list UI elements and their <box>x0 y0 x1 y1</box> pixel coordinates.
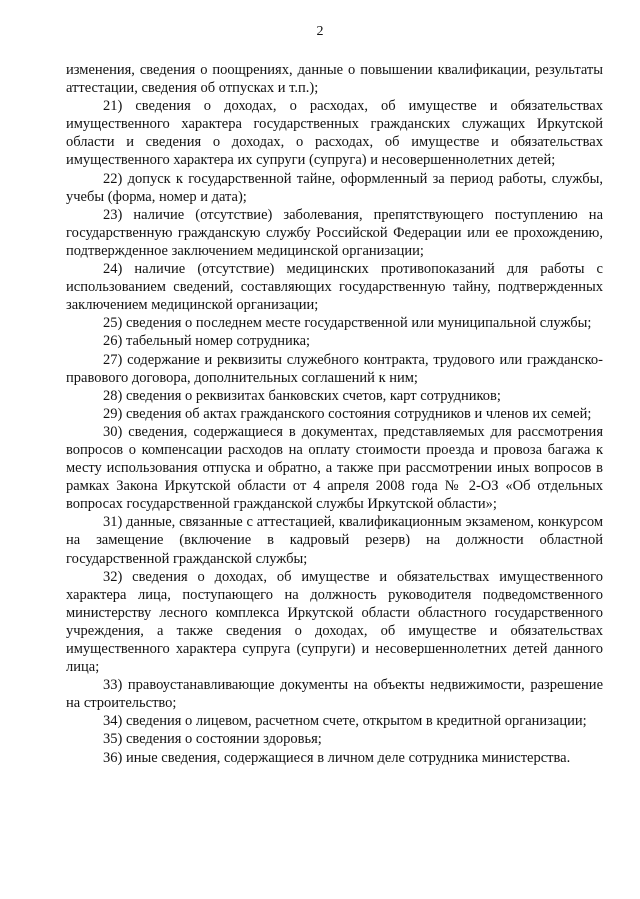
list-item-25: 25) сведения о последнем месте государственной или муниципальной службы; <box>103 315 592 332</box>
list-item-32: 32) сведения о доходах, об имуществе и обязательствах имущественного характера лица, поступающего на должность руководителя подведомственного министерству лесного комплекса Иркутской области областного государственного учреждения, а также сведения о доходах, об имуществе и обязательствах имущественного характера супруга (супруги) и несовершеннолетних детей данного лица; <box>66 568 603 676</box>
paragraph-continuation: изменения, сведения о поощрениях, данные о повышении квалификации, результаты аттестации, сведения об отпусках и т.п.); <box>66 62 603 97</box>
list-item-33: 33) правоустанавливающие документы на объекты недвижимости, разрешение на строительство; <box>66 677 603 712</box>
page-number: 2 <box>316 24 324 39</box>
list-item-27: 27) содержание и реквизиты служебного контракта, трудового или гражданско-правового договора, дополнительных соглашений к ним; <box>66 351 603 386</box>
list-item-28: 28) сведения о реквизитах банковских счетов, карт сотрудников; <box>103 387 501 404</box>
list-item-29: 29) сведения об актах гражданского состояния сотрудников и членов их семей; <box>103 405 592 422</box>
list-item-22: 22) допуск к государственной тайне, оформленный за период работы, службы, учебы (форма, номер и дата); <box>66 170 603 205</box>
list-item-26: 26) табельный номер сотрудника; <box>103 333 311 350</box>
list-item-23: 23) наличие (отсутствие) заболевания, препятствующего поступлению на государственную гражданскую службу Российской Федерации или ее прохождению, подтвержденное заключением медицинской организации; <box>66 206 603 259</box>
list-item-34: 34) сведения о лицевом, расчетном счете, открытом в кредитной организации; <box>103 713 587 730</box>
list-item-30: 30) сведения, содержащиеся в документах, представляемых для рассмотрения вопросов о компенсации расходов на оплату стоимости проезда и провоза багажа к месту использования отпуска и обратно, а также при рассмотрении иных вопросов в рамках Закона Иркутской области от 4 апреля 2008 года № 2-ОЗ «Об отдельных вопросах государственной гражданской службы Иркутской области»; <box>66 423 603 513</box>
list-item-31: 31) данные, связанные с аттестацией, квалификационным экзаменом, конкурсом на замещение (включение в кадровый резерв) на должности областной государственной гражданской службы; <box>66 514 603 567</box>
list-item-24: 24) наличие (отсутствие) медицинских противопоказаний для работы с использованием сведений, составляющих государственную тайну, подтвержденных заключением медицинской организации; <box>66 261 603 314</box>
document-body <box>66 61 603 767</box>
list-item-36: 36) иные сведения, содержащиеся в личном деле сотрудника министерства. <box>103 749 571 766</box>
list-item-35: 35) сведения о состоянии здоровья; <box>103 731 322 748</box>
list-item-21: 21) сведения о доходах, о расходах, об имуществе и обязательствах имущественного характера государственных гражданских служащих Иркутской области и сведения о доходах, о расходах, об имуществе и обязательствах имущественного характера их супруги (супруга) и несовершеннолетних детей; <box>66 98 603 169</box>
